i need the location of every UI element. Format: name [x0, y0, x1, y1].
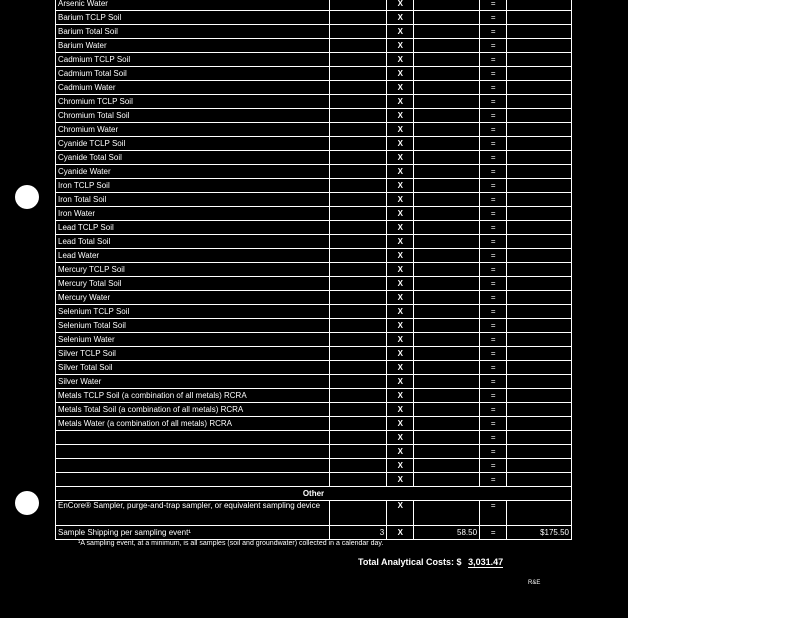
- other-heading-row: [56, 487, 572, 501]
- analyte-name: Lead TCLP Soil: [56, 221, 330, 235]
- analyte-name: Chromium Total Soil: [56, 109, 330, 123]
- quantity-cell: [329, 235, 387, 249]
- analyte-name: Mercury Total Soil: [56, 277, 330, 291]
- blank-margin: [628, 0, 800, 618]
- equals-mark: =: [480, 25, 507, 39]
- quantity-cell: [329, 375, 387, 389]
- table-row: [56, 445, 572, 459]
- table-row: [56, 151, 572, 165]
- equals-mark: =: [480, 207, 507, 221]
- unit-price-cell: [414, 249, 480, 263]
- analyte-name: Selenium Water: [56, 333, 330, 347]
- quantity-cell: [329, 319, 387, 333]
- equals-mark: =: [480, 165, 507, 179]
- quantity-cell: [329, 179, 387, 193]
- total-analytical-costs: [358, 557, 503, 568]
- multiply-mark: X: [387, 109, 414, 123]
- analyte-name: Chromium TCLP Soil: [56, 95, 330, 109]
- shipping-eq: =: [480, 526, 507, 540]
- shipping-total: $175.50: [507, 526, 572, 540]
- unit-price-cell: [414, 179, 480, 193]
- unit-price-cell: [414, 221, 480, 235]
- line-total-cell: [507, 361, 572, 375]
- equals-mark: =: [480, 235, 507, 249]
- line-total-cell: [507, 263, 572, 277]
- analyte-name: Cadmium Water: [56, 81, 330, 95]
- quantity-cell: [329, 417, 387, 431]
- unit-price-cell: [414, 235, 480, 249]
- analyte-name: Barium Water: [56, 39, 330, 53]
- unit-price-cell: [414, 319, 480, 333]
- table-row: [56, 305, 572, 319]
- table-row: [56, 249, 572, 263]
- table-row: [56, 81, 572, 95]
- analyte-name: [56, 445, 330, 459]
- line-total-cell: [507, 249, 572, 263]
- analyte-name: Cyanide TCLP Soil: [56, 137, 330, 151]
- equals-mark: =: [480, 81, 507, 95]
- line-total-cell: [507, 445, 572, 459]
- table-footer-rows: [56, 487, 572, 540]
- equals-mark: =: [480, 459, 507, 473]
- unit-price-cell: [414, 333, 480, 347]
- line-total-cell: [507, 137, 572, 151]
- line-total-cell: [507, 193, 572, 207]
- table-row: [56, 431, 572, 445]
- analyte-name: Silver Total Soil: [56, 361, 330, 375]
- analyte-name: Metals Water (a combination of all metals) RCRA: [56, 417, 330, 431]
- multiply-mark: X: [387, 39, 414, 53]
- analyte-name: Silver TCLP Soil: [56, 347, 330, 361]
- unit-price-cell: [414, 417, 480, 431]
- multiply-mark: X: [387, 249, 414, 263]
- line-total-cell: [507, 333, 572, 347]
- multiply-mark: X: [387, 305, 414, 319]
- quantity-cell: [329, 473, 387, 487]
- line-total-cell: [507, 0, 572, 11]
- unit-price-cell: [414, 67, 480, 81]
- line-total-cell: [507, 277, 572, 291]
- unit-price-cell: [414, 445, 480, 459]
- table-row: [56, 417, 572, 431]
- line-total-cell: [507, 123, 572, 137]
- encore-row: [56, 501, 572, 526]
- quantity-cell: [329, 11, 387, 25]
- table-row: [56, 11, 572, 25]
- multiply-mark: X: [387, 221, 414, 235]
- unit-price-cell: [414, 0, 480, 11]
- multiply-mark: X: [387, 193, 414, 207]
- table-row: [56, 347, 572, 361]
- equals-mark: =: [480, 305, 507, 319]
- quantity-cell: [329, 333, 387, 347]
- quantity-cell: [329, 403, 387, 417]
- line-total-cell: [507, 389, 572, 403]
- multiply-mark: X: [387, 403, 414, 417]
- line-total-cell: [507, 473, 572, 487]
- multiply-mark: X: [387, 473, 414, 487]
- quantity-cell: [329, 347, 387, 361]
- multiply-mark: X: [387, 319, 414, 333]
- analyte-name: Selenium Total Soil: [56, 319, 330, 333]
- unit-price-cell: [414, 263, 480, 277]
- analyte-name: Lead Total Soil: [56, 235, 330, 249]
- analyte-name: Selenium TCLP Soil: [56, 305, 330, 319]
- shipping-price: 58.50: [414, 526, 480, 540]
- equals-mark: =: [480, 263, 507, 277]
- unit-price-cell: [414, 137, 480, 151]
- multiply-mark: X: [387, 277, 414, 291]
- line-total-cell: [507, 319, 572, 333]
- table-row: [56, 221, 572, 235]
- unit-price-cell: [414, 403, 480, 417]
- unit-price-cell: [414, 39, 480, 53]
- page-reference: R&E: [528, 580, 541, 586]
- encore-eq: =: [480, 501, 507, 526]
- table-row: [56, 67, 572, 81]
- equals-mark: =: [480, 333, 507, 347]
- multiply-mark: X: [387, 235, 414, 249]
- quantity-cell: [329, 25, 387, 39]
- total-value: 3,031.47: [468, 557, 504, 567]
- line-total-cell: [507, 109, 572, 123]
- line-total-cell: [507, 459, 572, 473]
- analyte-name: Iron Water: [56, 207, 330, 221]
- line-total-cell: [507, 431, 572, 445]
- analyte-name: [56, 473, 330, 487]
- line-total-cell: [507, 67, 572, 81]
- analytical-costs-table: [55, 0, 572, 540]
- analyte-name: Barium Total Soil: [56, 25, 330, 39]
- table-row: [56, 473, 572, 487]
- multiply-mark: X: [387, 291, 414, 305]
- quantity-cell: [329, 81, 387, 95]
- line-total-cell: [507, 305, 572, 319]
- analyte-name: Cyanide Water: [56, 165, 330, 179]
- equals-mark: =: [480, 221, 507, 235]
- quantity-cell: [329, 53, 387, 67]
- line-total-cell: [507, 165, 572, 179]
- multiply-mark: X: [387, 11, 414, 25]
- unit-price-cell: [414, 25, 480, 39]
- analyte-name: [56, 459, 330, 473]
- unit-price-cell: [414, 123, 480, 137]
- line-total-cell: [507, 291, 572, 305]
- table-row: [56, 0, 572, 11]
- multiply-mark: X: [387, 431, 414, 445]
- multiply-mark: X: [387, 95, 414, 109]
- multiply-mark: X: [387, 459, 414, 473]
- quantity-cell: [329, 431, 387, 445]
- total-currency: $: [456, 557, 462, 567]
- other-heading: Other: [56, 487, 572, 501]
- equals-mark: =: [480, 277, 507, 291]
- multiply-mark: X: [387, 25, 414, 39]
- multiply-mark: X: [387, 347, 414, 361]
- line-total-cell: [507, 25, 572, 39]
- equals-mark: =: [480, 67, 507, 81]
- table-row: [56, 53, 572, 67]
- table-row: [56, 263, 572, 277]
- quantity-cell: [329, 221, 387, 235]
- encore-name: EnCore® Sampler, purge-and-trap sampler, or equivalent sampling device: [56, 501, 330, 526]
- multiply-mark: X: [387, 165, 414, 179]
- equals-mark: =: [480, 109, 507, 123]
- unit-price-cell: [414, 291, 480, 305]
- line-total-cell: [507, 235, 572, 249]
- quantity-cell: [329, 95, 387, 109]
- unit-price-cell: [414, 11, 480, 25]
- equals-mark: =: [480, 417, 507, 431]
- equals-mark: =: [480, 0, 507, 11]
- table-row: [56, 25, 572, 39]
- equals-mark: =: [480, 179, 507, 193]
- line-total-cell: [507, 375, 572, 389]
- line-total-cell: [507, 11, 572, 25]
- unit-price-cell: [414, 431, 480, 445]
- analyte-name: Mercury TCLP Soil: [56, 263, 330, 277]
- equals-mark: =: [480, 361, 507, 375]
- multiply-mark: X: [387, 81, 414, 95]
- multiply-mark: X: [387, 207, 414, 221]
- unit-price-cell: [414, 277, 480, 291]
- encore-mark: X: [387, 501, 414, 526]
- analyte-name: Iron Total Soil: [56, 193, 330, 207]
- unit-price-cell: [414, 193, 480, 207]
- equals-mark: =: [480, 347, 507, 361]
- table-row: [56, 207, 572, 221]
- equals-mark: =: [480, 249, 507, 263]
- unit-price-cell: [414, 109, 480, 123]
- multiply-mark: X: [387, 179, 414, 193]
- unit-price-cell: [414, 165, 480, 179]
- quantity-cell: [329, 459, 387, 473]
- line-total-cell: [507, 207, 572, 221]
- table-row: [56, 123, 572, 137]
- equals-mark: =: [480, 431, 507, 445]
- table-row: [56, 389, 572, 403]
- quantity-cell: [329, 277, 387, 291]
- table-row: [56, 109, 572, 123]
- analyte-name: Chromium Water: [56, 123, 330, 137]
- multiply-mark: X: [387, 389, 414, 403]
- line-total-cell: [507, 95, 572, 109]
- line-total-cell: [507, 221, 572, 235]
- table-row: [56, 333, 572, 347]
- unit-price-cell: [414, 375, 480, 389]
- equals-mark: =: [480, 123, 507, 137]
- shipping-mark: X: [387, 526, 414, 540]
- line-total-cell: [507, 81, 572, 95]
- table-row: [56, 235, 572, 249]
- quantity-cell: [329, 249, 387, 263]
- equals-mark: =: [480, 193, 507, 207]
- unit-price-cell: [414, 207, 480, 221]
- line-total-cell: [507, 417, 572, 431]
- equals-mark: =: [480, 473, 507, 487]
- analyte-name: Arsenic Water: [56, 0, 330, 11]
- line-total-cell: [507, 151, 572, 165]
- quantity-cell: [329, 123, 387, 137]
- table-row: [56, 39, 572, 53]
- unit-price-cell: [414, 361, 480, 375]
- quantity-cell: [329, 389, 387, 403]
- equals-mark: =: [480, 445, 507, 459]
- line-total-cell: [507, 179, 572, 193]
- unit-price-cell: [414, 305, 480, 319]
- unit-price-cell: [414, 347, 480, 361]
- analyte-name: Cadmium Total Soil: [56, 67, 330, 81]
- table-row: [56, 165, 572, 179]
- equals-mark: =: [480, 95, 507, 109]
- table-row: [56, 95, 572, 109]
- table-row: [56, 403, 572, 417]
- quantity-cell: [329, 67, 387, 81]
- equals-mark: =: [480, 375, 507, 389]
- quantity-cell: [329, 137, 387, 151]
- equals-mark: =: [480, 39, 507, 53]
- quantity-cell: [329, 193, 387, 207]
- quantity-cell: [329, 445, 387, 459]
- multiply-mark: X: [387, 263, 414, 277]
- multiply-mark: X: [387, 137, 414, 151]
- binder-hole: [15, 491, 39, 515]
- equals-mark: =: [480, 151, 507, 165]
- equals-mark: =: [480, 291, 507, 305]
- table-row: [56, 291, 572, 305]
- table-row: [56, 375, 572, 389]
- binder-hole: [15, 185, 39, 209]
- table-row: [56, 319, 572, 333]
- analyte-name: Mercury Water: [56, 291, 330, 305]
- line-total-cell: [507, 403, 572, 417]
- equals-mark: =: [480, 319, 507, 333]
- unit-price-cell: [414, 151, 480, 165]
- shipping-name: Sample Shipping per sampling event¹: [56, 526, 330, 540]
- analyte-name: Silver Water: [56, 375, 330, 389]
- multiply-mark: X: [387, 53, 414, 67]
- multiply-mark: X: [387, 361, 414, 375]
- analyte-name: Lead Water: [56, 249, 330, 263]
- unit-price-cell: [414, 459, 480, 473]
- unit-price-cell: [414, 95, 480, 109]
- multiply-mark: X: [387, 375, 414, 389]
- shipping-qty: 3: [329, 526, 387, 540]
- unit-price-cell: [414, 473, 480, 487]
- quantity-cell: [329, 165, 387, 179]
- unit-price-cell: [414, 389, 480, 403]
- line-total-cell: [507, 53, 572, 67]
- equals-mark: =: [480, 403, 507, 417]
- quantity-cell: [329, 291, 387, 305]
- analyte-name: Cadmium TCLP Soil: [56, 53, 330, 67]
- multiply-mark: X: [387, 67, 414, 81]
- equals-mark: =: [480, 389, 507, 403]
- total-label: Total Analytical Costs:: [358, 557, 455, 567]
- footnote: ¹A sampling event, at a minimum, is all samples (soil and groundwater) collected in a calendar day.: [78, 540, 384, 547]
- multiply-mark: X: [387, 0, 414, 11]
- line-total-cell: [507, 347, 572, 361]
- table-row: [56, 459, 572, 473]
- table-row: [56, 179, 572, 193]
- unit-price-cell: [414, 81, 480, 95]
- unit-price-cell: [414, 53, 480, 67]
- equals-mark: =: [480, 53, 507, 67]
- table-body: [56, 0, 572, 487]
- equals-mark: =: [480, 137, 507, 151]
- analyte-name: Barium TCLP Soil: [56, 11, 330, 25]
- quantity-cell: [329, 39, 387, 53]
- table-row: [56, 193, 572, 207]
- table-row: [56, 137, 572, 151]
- line-total-cell: [507, 39, 572, 53]
- quantity-cell: [329, 109, 387, 123]
- multiply-mark: X: [387, 123, 414, 137]
- analyte-name: Metals TCLP Soil (a combination of all metals) RCRA: [56, 389, 330, 403]
- analyte-name: [56, 431, 330, 445]
- quantity-cell: [329, 263, 387, 277]
- table-row: [56, 361, 572, 375]
- shipping-row: [56, 526, 572, 540]
- multiply-mark: X: [387, 333, 414, 347]
- multiply-mark: X: [387, 417, 414, 431]
- equals-mark: =: [480, 11, 507, 25]
- quantity-cell: [329, 207, 387, 221]
- analyte-name: Metals Total Soil (a combination of all metals) RCRA: [56, 403, 330, 417]
- multiply-mark: X: [387, 151, 414, 165]
- quantity-cell: [329, 151, 387, 165]
- quantity-cell: [329, 361, 387, 375]
- analyte-name: Cyanide Total Soil: [56, 151, 330, 165]
- quantity-cell: [329, 305, 387, 319]
- analyte-name: Iron TCLP Soil: [56, 179, 330, 193]
- quantity-cell: [329, 0, 387, 11]
- multiply-mark: X: [387, 445, 414, 459]
- table-row: [56, 277, 572, 291]
